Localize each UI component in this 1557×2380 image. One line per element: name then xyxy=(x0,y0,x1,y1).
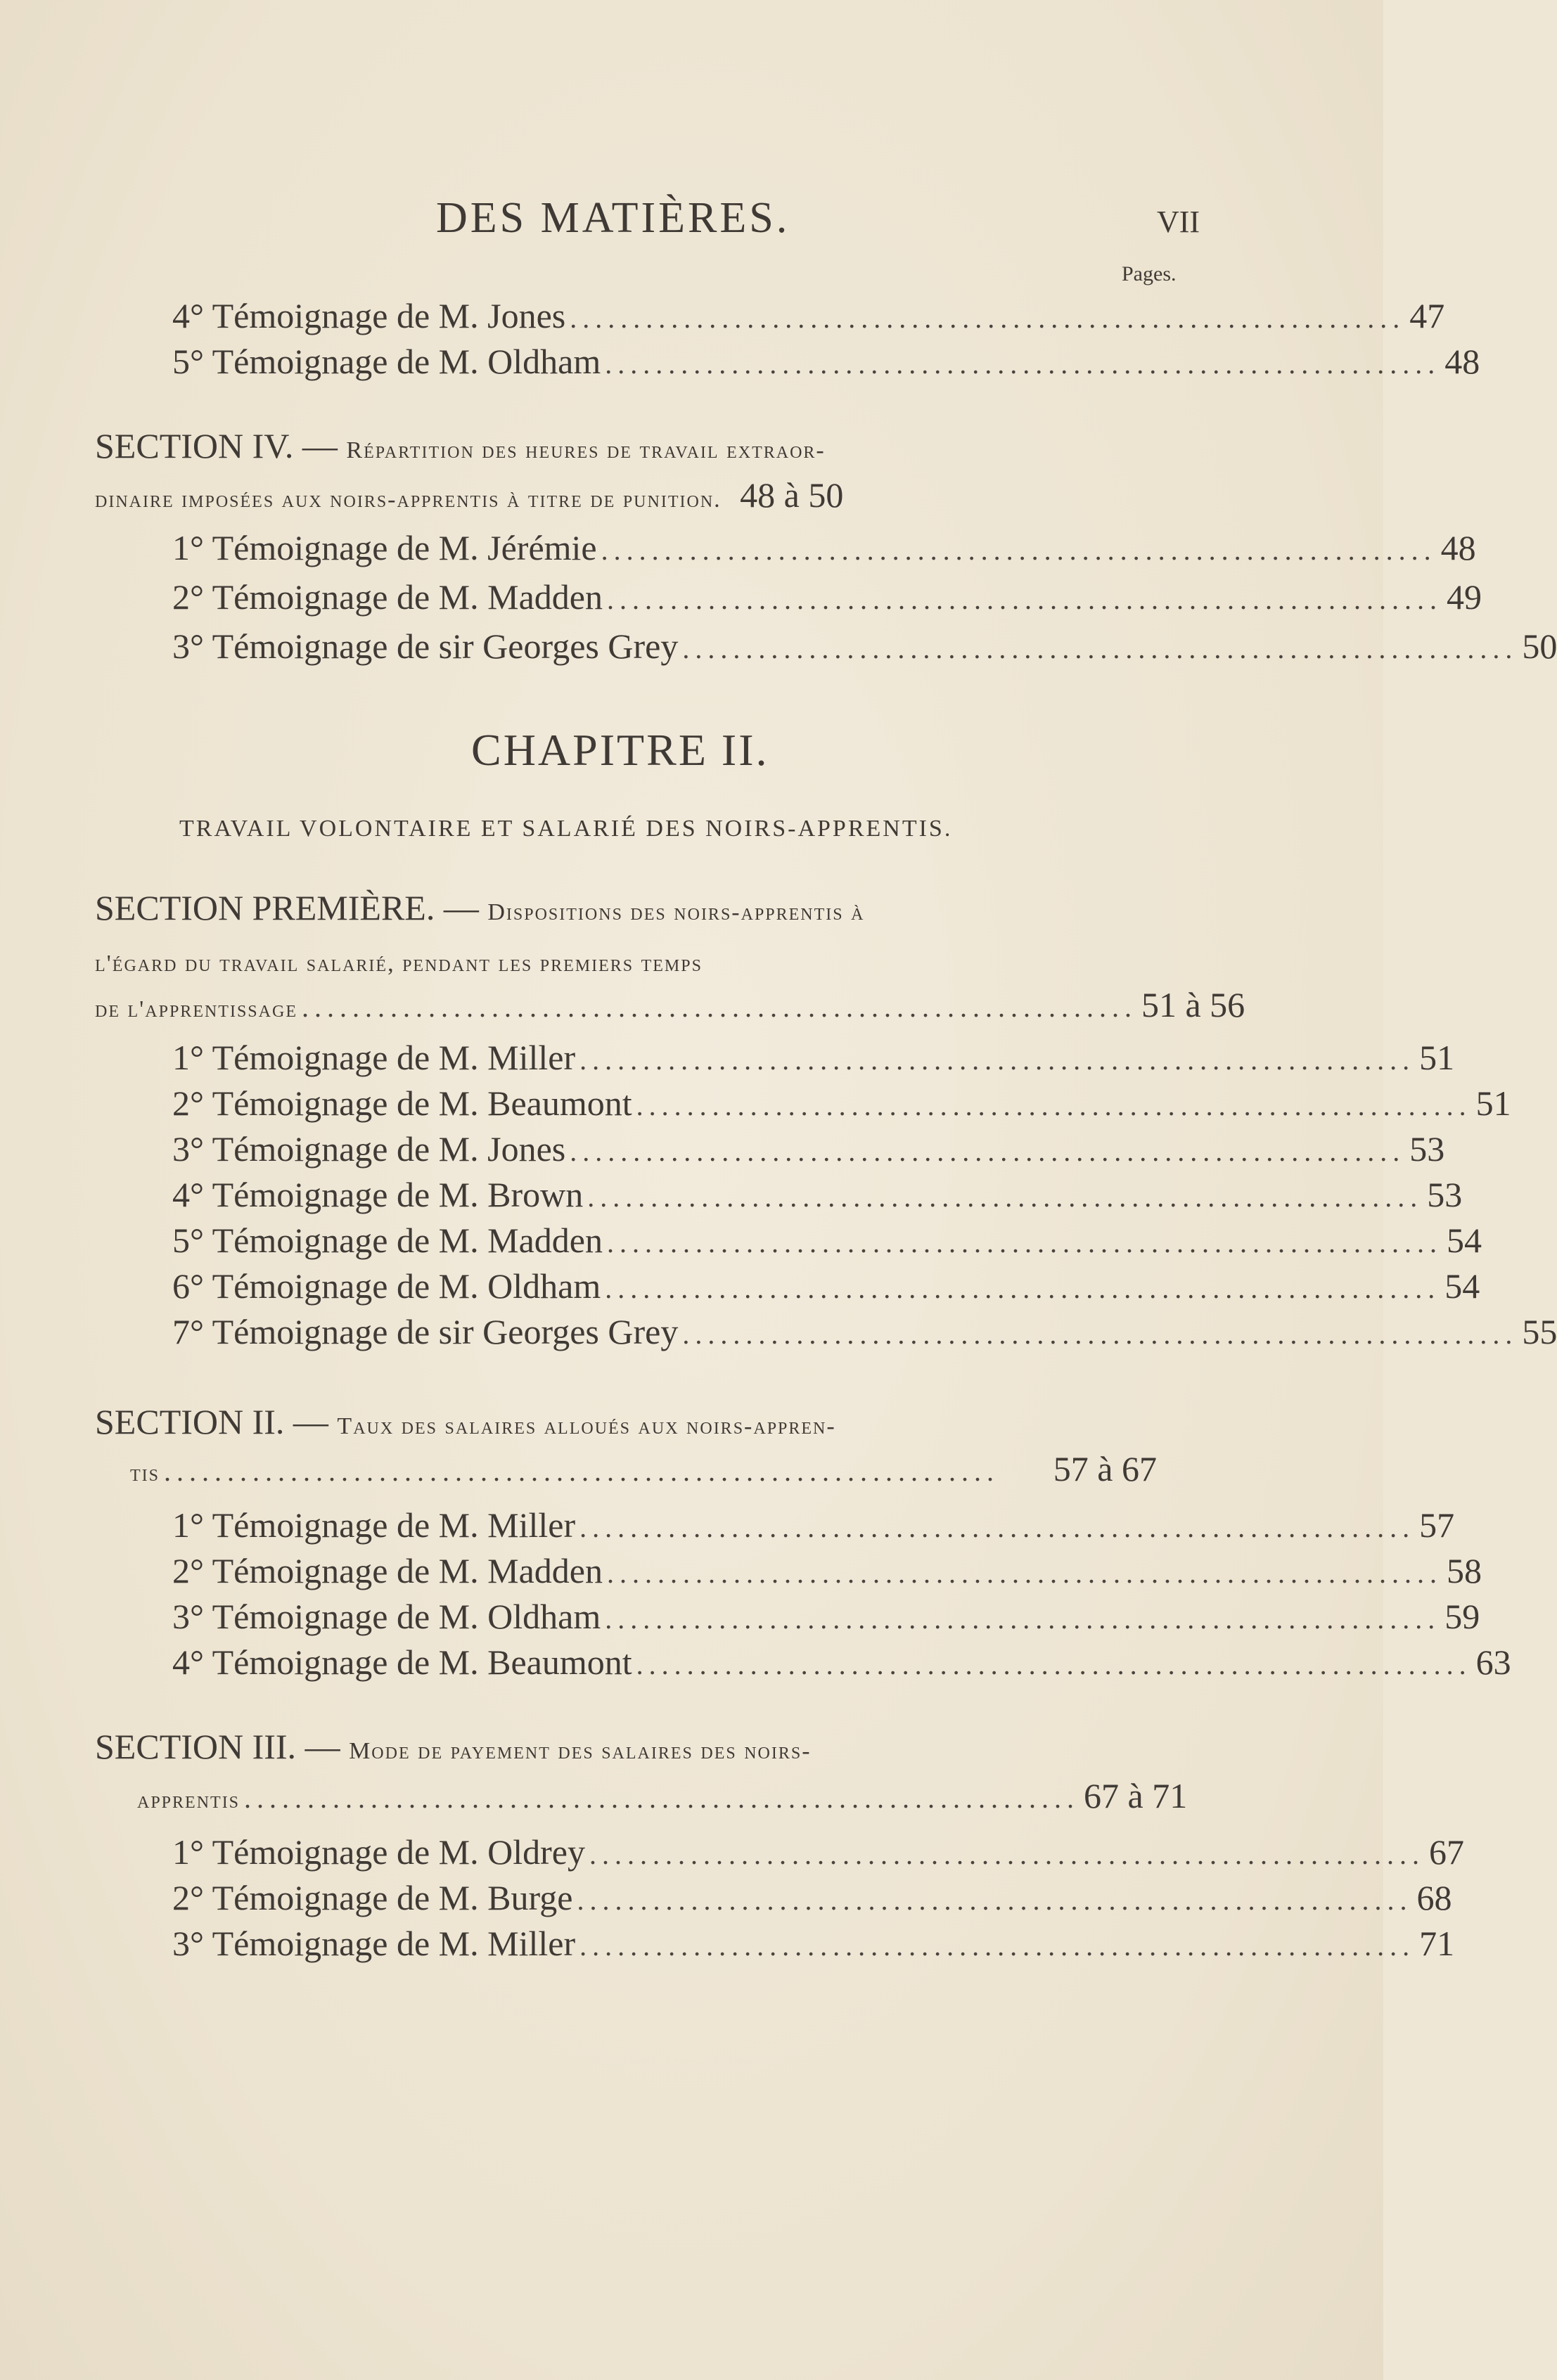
toc-entry-label: 6° Témoignage de M. Oldham xyxy=(172,1266,601,1306)
leader-dots: .................................................................. xyxy=(570,1136,1406,1167)
running-title: DES MATIÈRES. xyxy=(436,194,790,242)
section-pages: 51 à 56 xyxy=(1141,985,1245,1024)
leader-dots: .................................................................. xyxy=(682,633,1518,664)
toc-entry-label: 2° Témoignage de M. Burge xyxy=(172,1878,573,1917)
toc-entry xyxy=(172,1642,1511,1683)
toc-entry xyxy=(172,1266,1480,1306)
section-pages: 57 à 67 xyxy=(1053,1449,1157,1488)
toc-entry-label: 5° Témoignage de M. Oldham xyxy=(172,342,601,381)
toc-entry-label: 3° Témoignage de sir Georges Grey xyxy=(172,626,679,666)
toc-entry-page: 48 xyxy=(1440,528,1476,567)
leader-dots: .................................................................. xyxy=(570,302,1406,334)
toc-entry-page: 49 xyxy=(1447,577,1482,617)
section-number: SECTION II. xyxy=(95,1402,285,1441)
section-title: Dispositions des noirs-apprentis à xyxy=(487,899,865,925)
toc-entry-label: 3° Témoignage de M. Jones xyxy=(172,1129,566,1169)
toc-entry-page: 47 xyxy=(1409,296,1445,335)
page-number: VII xyxy=(1157,205,1200,239)
section-ii-heading-pages xyxy=(130,1448,1157,1489)
toc-entry-page: 55 xyxy=(1522,1312,1557,1351)
leader-dots: .................................................................. xyxy=(579,1044,1416,1076)
leader-dots: .................................................................. xyxy=(244,1782,1080,1814)
toc-entry xyxy=(172,1923,1455,1964)
toc-entry-page: 63 xyxy=(1475,1642,1511,1682)
toc-entry xyxy=(172,1174,1463,1215)
section-iv-heading-cont xyxy=(95,475,843,515)
leader-dots: .................................................................. xyxy=(607,1227,1442,1259)
section-number: SECTION PREMIÈRE. xyxy=(95,888,435,927)
dash: — xyxy=(293,1402,328,1441)
section-iv-heading xyxy=(95,425,826,466)
toc-entry xyxy=(172,1037,1455,1078)
toc-entry-page: 51 xyxy=(1419,1038,1455,1077)
section-iii-heading xyxy=(95,1726,812,1767)
toc-entry xyxy=(172,1220,1482,1261)
section-pages: 48 à 50 xyxy=(740,475,844,515)
leader-dots: .................................................................. xyxy=(605,348,1441,380)
toc-entry-label: 2° Témoignage de M. Beaumont xyxy=(172,1083,632,1123)
section-premiere-heading-cont xyxy=(95,939,703,979)
toc-entry-label: 7° Témoignage de sir Georges Grey xyxy=(172,1312,679,1351)
toc-entry-label: 4° Témoignage de M. Beaumont xyxy=(172,1642,632,1682)
leader-dots: .................................................................. xyxy=(605,1603,1441,1635)
toc-entry xyxy=(172,1832,1464,1872)
toc-entry xyxy=(172,1550,1482,1591)
toc-entry-label: 3° Témoignage de M. Oldham xyxy=(172,1597,601,1636)
toc-entry xyxy=(172,1128,1445,1169)
leader-dots: .................................................................. xyxy=(579,1930,1416,1962)
toc-entry-label: 3° Témoignage de M. Miller xyxy=(172,1924,576,1963)
toc-entry-page: 59 xyxy=(1444,1597,1480,1636)
toc-entry-page: 48 xyxy=(1444,342,1480,381)
toc-entry-label: 2° Témoignage de M. Madden xyxy=(172,1551,603,1590)
toc-entry-label: 4° Témoignage de M. Jones xyxy=(172,296,566,335)
toc-entry xyxy=(172,527,1476,568)
section-iii-heading-pages xyxy=(137,1775,1188,1816)
toc-entry-label: 4° Témoignage de M. Brown xyxy=(172,1175,584,1214)
toc-entry xyxy=(172,1311,1557,1352)
toc-entry-page: 68 xyxy=(1416,1878,1452,1917)
section-number: SECTION IV. xyxy=(95,426,294,465)
leader-dots: .................................................................. xyxy=(579,1512,1416,1543)
toc-entry-page: 54 xyxy=(1444,1266,1480,1306)
chapter-title: CHAPITRE II. xyxy=(471,725,769,775)
toc-entry-page: 57 xyxy=(1419,1505,1455,1545)
section-title: de l'apprentissage xyxy=(95,996,297,1022)
section-number: SECTION III. xyxy=(95,1727,297,1766)
pages-column-label: Pages. xyxy=(1122,262,1177,285)
leader-dots: .................................................................. xyxy=(164,1455,999,1487)
toc-entry-page: 71 xyxy=(1419,1924,1455,1963)
dash: — xyxy=(302,426,338,465)
leader-dots: .................................................................. xyxy=(607,1557,1442,1589)
leader-dots: .................................................................. xyxy=(587,1181,1423,1213)
toc-entry-label: 5° Témoignage de M. Madden xyxy=(172,1221,603,1260)
toc-entry-label: 1° Témoignage de M. Miller xyxy=(172,1505,576,1545)
toc-entry-page: 58 xyxy=(1447,1551,1482,1590)
section-title: apprentis xyxy=(137,1787,241,1813)
toc-entry xyxy=(172,577,1482,617)
toc-entry xyxy=(172,341,1480,382)
toc-entry-page: 53 xyxy=(1427,1175,1463,1214)
toc-entry-page: 50 xyxy=(1522,626,1557,666)
toc-entry xyxy=(172,626,1557,667)
leader-dots: .................................................................. xyxy=(636,1090,1472,1121)
toc-entry-label: 1° Témoignage de M. Jérémie xyxy=(172,528,597,567)
toc-entry-label: 1° Témoignage de M. Miller xyxy=(172,1038,576,1077)
toc-entry xyxy=(172,1877,1452,1918)
leader-dots: .................................................................. xyxy=(636,1649,1472,1680)
section-title: tis xyxy=(130,1460,160,1486)
toc-entry xyxy=(172,295,1445,336)
dash: — xyxy=(305,1727,340,1766)
section-title: dinaire imposées aux noirs-apprentis à titre de punition. xyxy=(95,487,722,513)
dash: — xyxy=(443,888,479,927)
leader-dots: .................................................................. xyxy=(577,1884,1413,1916)
leader-dots: .................................................................. xyxy=(601,534,1437,566)
leader-dots: .................................................................. xyxy=(607,584,1442,615)
toc-entry xyxy=(172,1505,1455,1545)
leader-dots: .................................................................. xyxy=(589,1839,1425,1870)
section-pages: 67 à 71 xyxy=(1084,1776,1188,1815)
leader-dots: .................................................................. xyxy=(605,1273,1441,1304)
toc-entry-label: 1° Témoignage de M. Oldrey xyxy=(172,1832,585,1872)
toc-entry xyxy=(172,1596,1480,1637)
toc-entry-page: 54 xyxy=(1447,1221,1482,1260)
toc-entry-label: 2° Témoignage de M. Madden xyxy=(172,577,603,617)
section-title: Mode de payement des salaires des noirs- xyxy=(349,1738,812,1764)
section-title: Répartition des heures de travail extraor- xyxy=(346,437,826,463)
section-premiere-heading-pages xyxy=(95,984,1245,1025)
chapter-subtitle: TRAVAIL VOLONTAIRE ET SALARIÉ DES NOIRS-APPRENTIS. xyxy=(179,816,953,842)
section-ii-heading xyxy=(95,1401,836,1442)
section-premiere-heading xyxy=(95,887,864,928)
toc-entry-page: 53 xyxy=(1409,1129,1445,1169)
toc-entry xyxy=(172,1083,1511,1124)
leader-dots: .................................................................. xyxy=(682,1318,1518,1350)
section-title: Taux des salaires alloués aux noirs-appren- xyxy=(337,1413,836,1439)
leader-dots: .................................................................. xyxy=(301,991,1137,1023)
toc-entry-page: 67 xyxy=(1429,1832,1464,1872)
toc-entry-page: 51 xyxy=(1475,1083,1511,1123)
section-title: l'égard du travail salarié, pendant les premiers temps xyxy=(95,951,703,977)
